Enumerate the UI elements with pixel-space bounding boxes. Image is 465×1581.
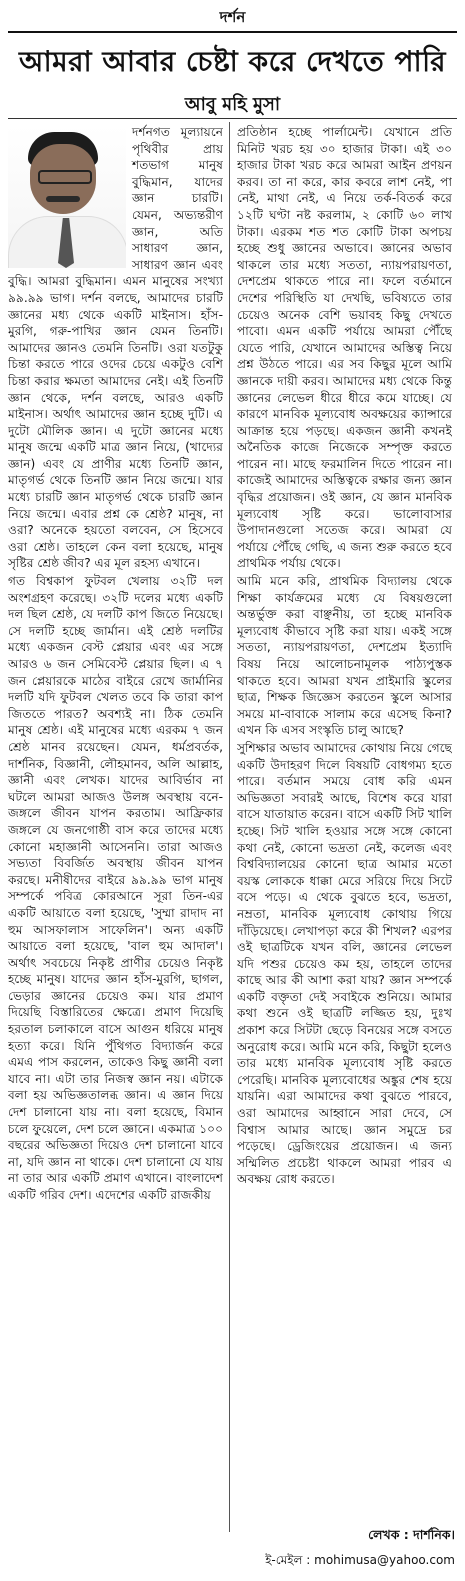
byline: আবু মহি মুসা (184, 94, 281, 115)
left-paragraph-1: দর্শনগত মূল্যায়নে পৃথিবীর প্রায় শতভাগ মানুষ বুদ্ধিমান, যাদের জ্ঞান চারটি। যেমন, অভ্যন্তরীণ জ্ঞান, অতি সাধারণ জ্ঞান, সাধারণ জ্ঞান এবং বুদ্ধি। আমরা বুদ্ধিমান। এমন মানুষের সংখ্যা ৯৯.৯৯ ভাগ। দর্শন বলছে, আমাদের চারটি জ্ঞানের মধ্য থেকে একটি মাইনাস। হাঁস-মুরগি, গরু-পাখির জ্ঞান যেমন তিনটি। আমাদের জ্ঞানও তেমনি তিনটি। ওরা যতটুকু চিন্তা করতে পারে ওদের চেয়ে একটুও বেশি চিন্তা করার ক্ষমতা আমাদের নেই। এই তিনটি জ্ঞান থেকে, দর্শন বলছে, আরও একটি মাইনাস। অর্থাৎ আমাদের জ্ঞান হচ্ছে দুটি। এ দুটো মৌলিক জ্ঞান। এ দুটো জ্ঞানের মধ্যে মানুষ জন্মে একটি মাত্র জ্ঞান নিয়ে, (খাদ্যের জ্ঞান) এবং যে প্রাণীর মধ্যে তিনটি জ্ঞান, মাতৃগর্ভ থেকে তিনটি জ্ঞান নিয়ে জন্মে। যার মধ্যে চারটি জ্ঞান মাতৃগর্ভ থেকে চারটি জ্ঞান নিয়ে জন্মে। এবার প্রশ্ন কে শ্রেষ্ঠ? মানুষ, না ওরা? অনেকে হয়তো বলবেন, সে হিসেবে ওরা শ্রেষ্ঠ। তাহলে কেন বলা হয়েছে, মানুষ সৃষ্টির শ্রেষ্ঠ জীব? এর মূল রহস্য এখানে। (8, 125, 223, 571)
left-paragraph-2: গত বিশ্বকাপ ফুটবল খেলায় ৩২টি দল অংশগ্রহণ করেছে। ৩২টি দলের মধ্যে একটি দল ছিল শ্রেষ্ঠ, যে দলটি কাপ জিতে নিয়েছে। সে দলটি হচ্ছে জার্মান। এই শ্রেষ্ঠ দলটির মধ্যে একজন বেস্ট প্লেয়ার এবং এর সঙ্গে আরও ৬ জন সেমিবেস্ট প্লেয়ার ছিল। এ ৭ জন প্লেয়ারকে মাঠের বাইরে রেখে জার্মানির দলটি যদি ফুটবল খেলত তবে কি তারা কাপ জিততে পারত? অবশ্যই না। ঠিক তেমনি মানুষ শ্রেষ্ঠ। এই মানুষের মধ্যে এরকম ৭ জন শ্রেষ্ঠ মানব রয়েছেন। যেমন, ধর্মপ্রবর্তক, দার্শনিক, বিজ্ঞানী, লৌহমানব, অলি আল্লাহ, জ্ঞানী এবং লেখক। যাদের আবির্ভাব না ঘটলে আমরা আজও উলঙ্গ অবস্থায় বনে-জঙ্গলে জীবন যাপন করতাম। আফ্রিকার জঙ্গলে যে জনগোষ্ঠী বাস করে তাদের মধ্যে কোনো মহাজ্ঞানী আসেননি। তারা আজও সভ্যতা বিবর্জিত অবস্থায় জীবন যাপন করছে। মনীষীদের বাইরে ৯৯.৯৯ ভাগ মানুষ সম্পর্কে পবিত্র কোরআনে সূরা তিন-এর একটি আয়াতে বলা হয়েছে, 'সুম্মা রাদাদ না হুম আসফালাস সাফেলিন'। অন্য একটি আয়াতে বলা হয়েছে, 'বাল হুম আদাল'। অর্থাৎ সবচেয়ে নিকৃষ্ট প্রাণীর চেয়েও নিকৃষ্ট হচ্ছে মানুষ। যাদের জ্ঞান হাঁস-মুরগি, ছাগল, ভেড়ার জ্ঞানের চেয়েও কম। যার প্রমাণ দিয়েছি বিস্তারিতের ক্ষেত্রে। প্রমাণ দিয়েছি হরতাল চলাকালে বাসে আগুন ধরিয়ে মানুষ হত্যা করে। যিনি পুঁথিগত বিদ্যার্জন করে এমএ পাস করলেন, তাকেও কিছু জ্ঞানী বলা যাবে না। এটা তার নিজস্ব জ্ঞান নয়। এটাকে বলা হয় অভিজ্ঞতালব্ধ জ্ঞান। এ জ্ঞান দিয়ে দেশ চালানো যায় না। বলা হয়েছে, বিমান চলে ফুয়েলে, দেশ চলে জ্ঞানে। একমাত্র ১০০ বছরের অভিজ্ঞতা দিয়েও দেশ চালানো যাবে না, যদি জ্ঞান না থাকে। দেশ চালানো যে যায় না তার আর একটি প্রমাণ এখানে। বাংলাদেশ একটি গরিব দেশ। এদেশের একটি রাজকীয় (8, 574, 223, 1202)
right-paragraph-3: সুশিক্ষার অভাব আমাদের কোথায় নিয়ে গেছে একটি উদাহরণ দিলে বিষয়টি বোধগম্য হতে পারে। বর্তমান সময়ে বোধ করি এমন অভিজ্ঞতা সবারই আছে, বিশেষ করে যারা বাসে যাতায়াত করেন। বাসে একটি সিট খালি হচ্ছে। সিট খালি হওয়ার সঙ্গে সঙ্গে কোনো কথা নেই, কোনো ভদ্রতা নেই, কলেজ এবং বিশ্ববিদ্যালয়ের কোনো ছাত্র আমার মতো বয়স্ক লোককে ধাক্কা মেরে সরিয়ে দিয়ে সিটে বসে পড়ে। এ থেকে বুঝতে হবে, ভদ্রতা, নম্রতা, মানবিক মূল্যবোধ কোথায় গিয়ে দাঁড়িয়েছে। লেখাপড়া করে কী শিখল? এরপর ওই ছাত্রটিকে যখন বলি, জ্ঞানের লেভেল যদি পশুর চেয়েও কম হয়, তাহলে তাদের কাছে আর কী আশা করা যায়? জ্ঞান সম্পর্কে একটি বক্তৃতা দেই সবাইকে শুনিয়ে। আমার কথা শুনে ওই ছাত্রটি লজ্জিত হয়, দুঃখ প্রকাশ করে সিটটা ছেড়ে বিনয়ের সঙ্গে বসতে অনুরোধ করে। আমি মনে করি, কিছুটা হলেও তার মধ্যে মানবিক মূল্যবোধ সৃষ্টি করতে পেরেছি। মানবিক মূল্যবোধের অঙ্কুর শেষ হয়ে যায়নি। এরা আমাদের কথা বুঝতে পারবে, ওরা আমাদের আহ্বানে সারা দেবে, সে বিশ্বাস আমার আছে। জ্ঞান সমুদ্রে চর পড়েছে। ড্রেজিংয়ের প্রয়োজন। এ জন্য সম্মিলিত প্রচেষ্টা থাকলে আমরা পারব এ অবক্ষয় রোধ করতে। (237, 740, 452, 1187)
section-label: দর্শন (219, 8, 246, 26)
headline: আমরা আবার চেষ্টা করে দেখতে পারি (18, 45, 447, 78)
right-paragraph-2: আমি মনে করি, প্রাথমিক বিদ্যালয় থেকে শিক্ষা কার্যক্রমের মধ্যে যে বিষয়গুলো অন্তর্ভুক্ত করা বাঞ্ছনীয়, তা হচ্ছে মানবিক মূল্যবোধ কীভাবে সৃষ্টি করা যায়। একই সঙ্গে সততা, ন্যায়পরায়ণতা, দেশপ্রেম ইত্যাদি বিষয় নিয়ে আলোচনামূলক পাঠ্যপুস্তক থাকতে হবে। আমরা যখন প্রাইমারি স্কুলের ছাত্র, শিক্ষক জিজ্ঞেস করতেন স্কুলে আসার সময়ে মা-বাবাকে সালাম করে এসেছ কিনা? এখন কি এসব সংস্কৃতি চালু আছে? (237, 574, 452, 738)
byline-rule (8, 118, 457, 119)
right-column (237, 124, 452, 1524)
column-divider (229, 122, 230, 1532)
author-credit: লেখক : দার্শনিক। (368, 1527, 455, 1542)
author-email: ই-মেইল : mohimusa@yahoo.com (265, 1553, 455, 1567)
right-paragraph-1: প্রতিষ্ঠান হচ্ছে পার্লামেন্ট। যেখানে প্রতি মিনিট খরচ হয় ৩০ হাজার টাকা। এই ৩০ হাজার টাকা খরচ করে আমরা আইন প্রণয়ন করব। তা না করে, কার কবরে লাশ নেই, পা নেই, মাথা নেই, এ নিয়ে তর্ক-বিতর্ক করে ১২টি ঘণ্টা নষ্ট করলাম, ২ কোটি ৬০ লাখ টাকা। এরকম শত শত কোটি টাকা অপচয় হচ্ছে শুধু জ্ঞানের অভাবে। জ্ঞানের অভাব থাকলে তার মধ্যে সততা, ন্যায়পরায়ণতা, দেশপ্রেম থাকতে পারে না। ফলে বর্তমানে দেশের পরিস্থিতি যা দেখছি, ভবিষ্যতে তার চেয়েও অনেক বেশি ভয়াবহ কিছু দেখতে পাবো। এমন একটি পর্যায়ে আমরা পৌঁছে যেতে পারি, যেখানে আমাদের অস্তিত্ব নিয়ে প্রশ্ন উঠতে পারে। এর সব কিছুর মূলে আমি জ্ঞানকে দায়ী করব। আমাদের মধ্য থেকে কিন্তু জ্ঞানের লেভেল ধীরে ধীরে কমে যাচ্ছে। যে কারণে মানবিক মূল্যবোধ অবক্ষয়ের ক্যান্সারে আক্রান্ত হয়ে পড়ছে। একজন জ্ঞানী কখনই অনৈতিক কাজে নিজেকে সম্পৃক্ত করতে পারেন না। মাছে ফরমালিন দিতে পারেন না। কাজেই আমাদের অস্তিত্বকে রক্ষার জন্য জ্ঞান বৃদ্ধির প্রয়োজন। ওই জ্ঞান, যে জ্ঞান মানবিক মূল্যবোধ সৃষ্টি করে। ভালোবাসার উপাদানগুলো সতেজ করে। আমরা যে পর্যায়ে পৌঁছে গেছি, এ জন্য শুরু করতে হবে প্রাথমিক পর্যায় থেকে। (237, 125, 452, 571)
left-column (8, 124, 223, 1524)
top-rule (8, 31, 457, 33)
author-photo (8, 126, 126, 268)
